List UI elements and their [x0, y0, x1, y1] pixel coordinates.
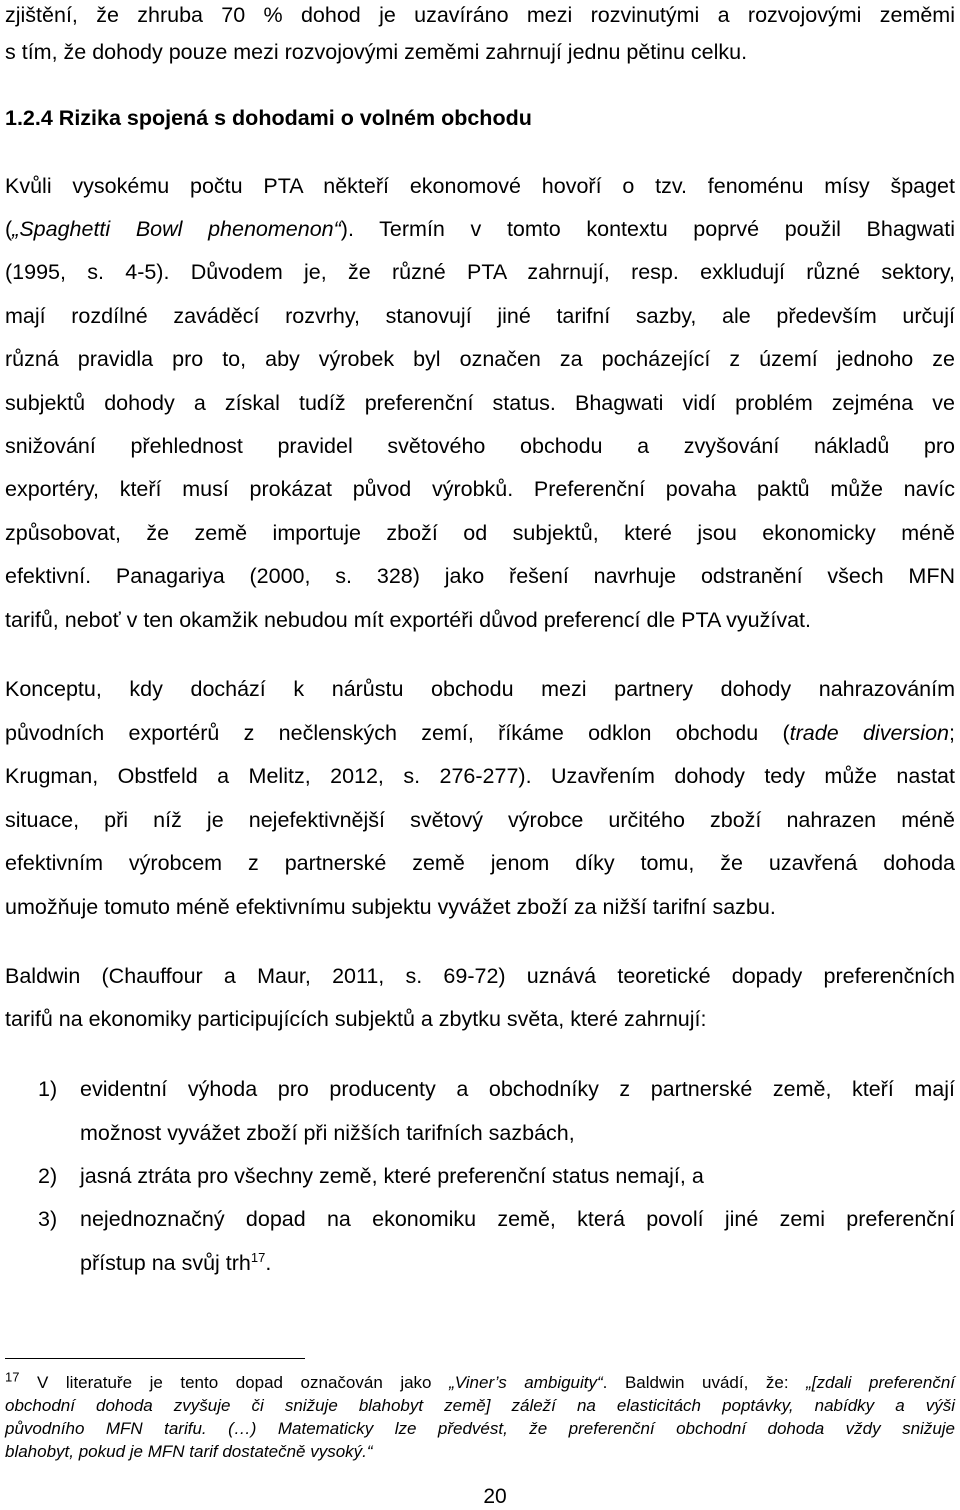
text-line: zjištění, že zhruba 70 % dohod je uzavíráno mezi rozvinutými a rozvojovými zeměmi: [5, 3, 955, 27]
footnote-line: blahobyt, pokud je MFN tarif dostatečně vysoký.“: [5, 1442, 373, 1461]
page-number: 20: [483, 1485, 507, 1508]
text-line: snižování přehlednost pravidel světového obchodu a zvyšování nákladů pro: [5, 434, 955, 458]
list-item: jasná ztráta pro všechny země, které preferenční status nemají, a: [80, 1164, 704, 1188]
text-line: Konceptu, kdy dochází k nárůstu obchodu mezi partnery dohody nahrazováním: [5, 677, 955, 701]
text-line: mají rozdílné zaváděcí rozvrhy, stanovují jiné tarifní sazby, ale především určují: [5, 304, 955, 328]
text-line: umožňuje tomuto méně efektivnímu subjektu vyvážet zboží za nižší tarifní sazbu.: [5, 895, 776, 919]
footnote-line: obchodní dohoda zvyšuje či snižuje blahobyt země] záleží na elasticitách poptávky, nabídky a výši: [5, 1396, 955, 1415]
list-item: možnost vyvážet zboží při nižších tarifních sazbách,: [80, 1121, 575, 1145]
text-line: exportéry, kteří musí prokázat původ výrobků. Preferenční povaha paktů může navíc: [5, 477, 955, 501]
text-line: tarifů, neboť v ten okamžik nebudou mít exportéři důvod preferencí dle PTA využívat.: [5, 608, 811, 632]
footnote-mark: 17: [5, 1369, 20, 1385]
list-number: 1): [38, 1077, 58, 1101]
list-number: 3): [38, 1207, 58, 1231]
text-line: různá pravidla pro to, aby výrobek byl označen za pocházející z území jednoho ze: [5, 347, 955, 371]
text-line: situace, při níž je nejefektivnější světový výrobce určitého zboží nahrazen méně: [5, 808, 955, 832]
text-line: původních exportérů z nečlenských zemí, říkáme odklon obchodu (trade diversion;: [5, 721, 955, 745]
text-line: efektivní. Panagariya (2000, s. 328) jako řešení navrhuje odstranění všech MFN: [5, 564, 955, 588]
text-line: s tím, že dohody pouze mezi rozvojovými zeměmi zahrnují jednu pětinu celku.: [5, 40, 748, 64]
footnote-ref[interactable]: 17: [250, 1249, 266, 1265]
text-line: („Spaghetti Bowl phenomenon“). Termín v tomto kontextu poprvé použil Bhagwati: [5, 217, 955, 241]
footnote-line: původního MFN tarifu. (…) Matematicky lze předvést, že preferenční obchodní dohoda vždy snižuje: [5, 1419, 955, 1438]
text-line: Krugman, Obstfeld a Melitz, 2012, s. 276-277). Uzavřením dohody tedy může nastat: [5, 764, 955, 788]
list-item: přístup na svůj trh$^{17}$.: [80, 1249, 272, 1275]
text-line: Baldwin (Chauffour a Maur, 2011, s. 69-72) uznává teoretické dopady preferenčních: [5, 964, 955, 988]
footnote-line: $^{17}$ V literatuře je tento dopad označován jako „Viner’s ambiguity“. Baldwin uvádí, že: „[zdali preferenční: [5, 1369, 955, 1392]
italic-term: trade diversion: [789, 721, 950, 745]
list-number: 2): [38, 1164, 58, 1188]
text-line: efektivním výrobcem z partnerské země jenom díky tomu, že uzavřená dohoda: [5, 851, 955, 875]
section-heading: 1.2.4 Rizika spojená s dohodami o volném obchodu: [5, 106, 532, 130]
text-line: způsobovat, že země importuje zboží od subjektů, které jsou ekonomicky méně: [5, 521, 955, 545]
list-item: evidentní výhoda pro producenty a obchodníky z partnerské země, kteří mají: [80, 1077, 955, 1101]
italic-term: „Spaghetti Bowl phenomenon“: [12, 217, 341, 241]
text-line: (1995, s. 4-5). Důvodem je, že různé PTA zahrnují, resp. exkludují různé sektory,: [5, 260, 955, 284]
text-line: tarifů na ekonomiky participujících subjektů a zbytku světa, které zahrnují:: [5, 1007, 707, 1031]
text-line: Kvůli vysokému počtu PTA někteří ekonomové hovoří o tzv. fenoménu mísy špaget: [5, 174, 955, 198]
text-line: subjektů dohody a získal tudíž preferenční status. Bhagwati vidí problém zejména ve: [5, 391, 955, 415]
footnote-separator: [5, 1358, 305, 1359]
list-item: nejednoznačný dopad na ekonomiku země, která povolí jiné zemi preferenční: [80, 1207, 955, 1231]
